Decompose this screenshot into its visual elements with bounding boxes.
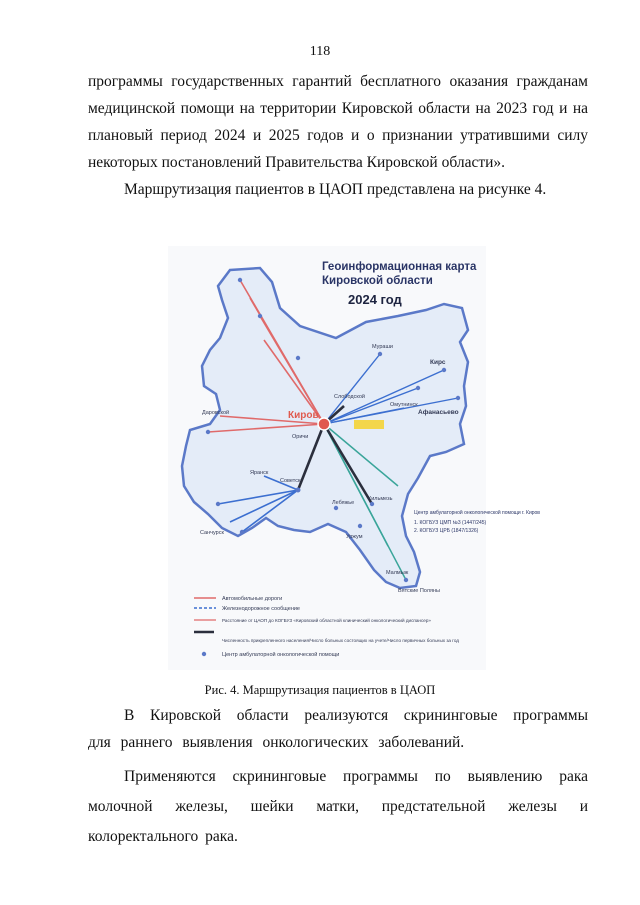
- routing-map-svg: [168, 246, 540, 670]
- page-number: 118: [309, 44, 331, 59]
- city-label-darovskoy: Даровской: [202, 410, 230, 416]
- paragraph-screening-types: Применяются скрининговые программы по выявлению рака молочной железы, шейки матки, предстательной железы и колоректального рака.: [88, 768, 588, 845]
- map-title-line1: Геоинформационная карта: [322, 261, 477, 273]
- city-label-urzhum: Уржум: [346, 534, 363, 540]
- paragraph-continuation: программы государственных гарантий бесплатного оказания гражданам медицинской помощи на территории Кировской области на 2023 год и на плановый период 2024 и 2025 годов и о признании утратившими силу некоторых постановлений Правительства Кировской области».: [88, 73, 588, 171]
- city-label-orichi: Оричи: [292, 434, 309, 440]
- city-label-omutninsk: Омутнинск: [390, 402, 418, 408]
- city-dot: [296, 488, 301, 493]
- city-dot: [240, 530, 244, 534]
- map-title-line2: Кировской области: [322, 275, 433, 287]
- city-dot: [370, 502, 374, 506]
- city-dot: [216, 502, 220, 506]
- kirov-center-dot: [318, 418, 330, 430]
- center-box-line2: 2. КОГБУЗ ЦРБ (1847/1326): [414, 528, 479, 534]
- legend-auto-roads: Автомобильные дороги: [222, 596, 283, 602]
- city-dot: [378, 352, 382, 356]
- center-box-title: Центр амбулаторной онкологической помощи г. Киров: [414, 510, 540, 516]
- city-label-sovetsk: Советск: [280, 478, 301, 484]
- city-dot: [206, 430, 210, 434]
- city-label-murashi: Мураши: [372, 344, 393, 350]
- city-label-slobodskoy: Слободской: [334, 394, 365, 400]
- center-box-line1: 1. КОГБУЗ ЦМП №3 (1447/245): [414, 520, 487, 526]
- legend-population: Численность прикрепленного населения/Число больных состоящих на учете/Число первичных больных за год: [222, 638, 459, 643]
- city-dot: [334, 506, 338, 510]
- legend-swatch-center: [202, 652, 206, 656]
- legend-rail: Железнодорожное сообщение: [222, 606, 300, 612]
- legend-center: Центр амбулаторной онкологической помощи: [222, 652, 340, 658]
- city-label-vyatskiye-polyany: Вятские Поляны: [398, 588, 440, 594]
- city-dot: [404, 578, 408, 582]
- city-label-afanasyevo: Афанасьево: [418, 409, 459, 416]
- city-dot: [358, 524, 362, 528]
- city-dot: [296, 356, 300, 360]
- city-label-lebyazhye: Лебяжье: [332, 500, 355, 506]
- city-label-kilmez: Кильмезь: [368, 496, 393, 502]
- city-dot: [238, 278, 242, 282]
- map-legend: [194, 596, 459, 658]
- paragraph-figure-reference: Маршрутизация пациентов в ЦАОП представлена на рисунке 4.: [124, 181, 547, 198]
- map-year: 2024 год: [348, 292, 402, 307]
- legend-distance: Расстояние от ЦАОП до КОГБУЗ «Кировский областной клинический онкологический диспансер»: [222, 618, 431, 623]
- city-label-sanchursk: Санчурск: [200, 530, 224, 536]
- city-label-yaransk: Яранск: [250, 470, 269, 476]
- city-label-kirs: Кирс: [430, 359, 446, 366]
- city-dot: [442, 368, 446, 372]
- city-dot: [258, 314, 262, 318]
- city-dot: [416, 386, 420, 390]
- routing-map-figure: [168, 246, 540, 670]
- yellow-route-label: [354, 420, 384, 429]
- paragraph-screening-intro: В Кировской области реализуются скрининговые программы для раннего выявления онкологических заболеваний.: [88, 707, 588, 751]
- city-label-malmyzh: Малмыж: [386, 570, 409, 576]
- city-label-kirov: Киров: [288, 410, 319, 421]
- figure-caption: Рис. 4. Маршрутизация пациентов в ЦАОП: [204, 683, 436, 697]
- city-dot: [456, 396, 460, 400]
